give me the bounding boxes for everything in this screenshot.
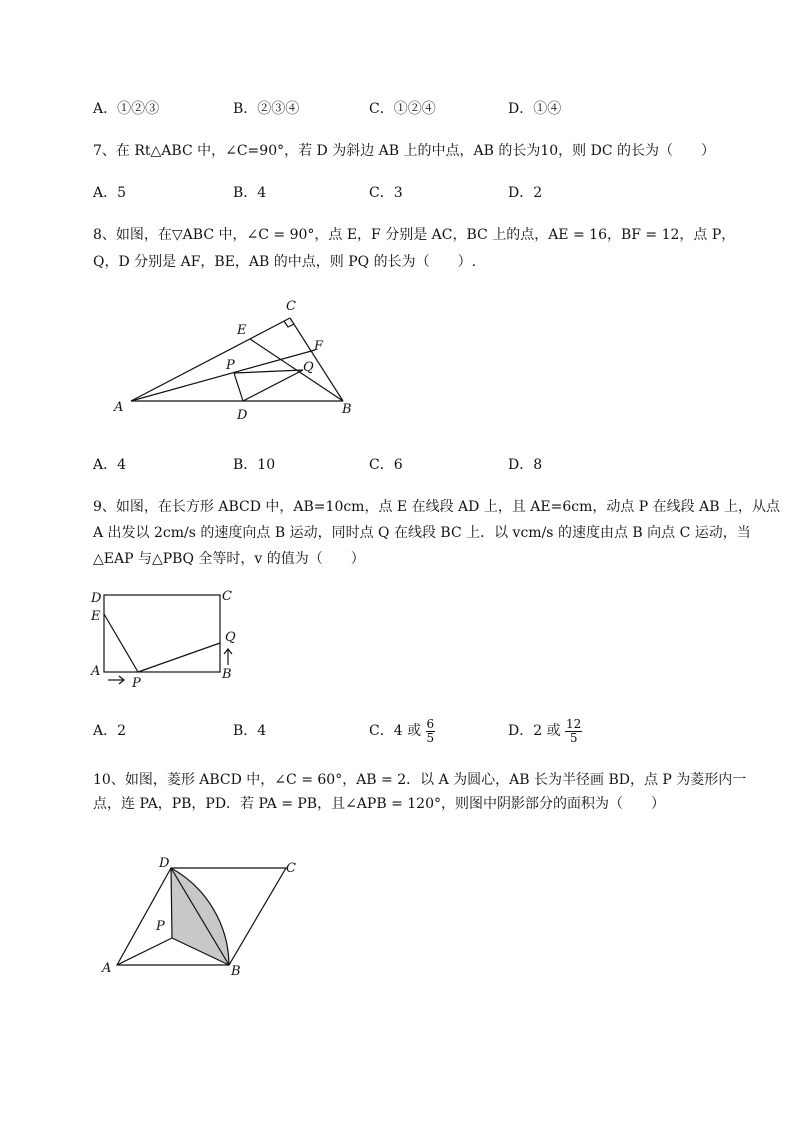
- q10-stem-line2: 点，连 PA，PB，PD．若 PA = PB，且∠APB = 120°，则图中阴影部分的面积为（ ）: [93, 796, 665, 812]
- q9-option-c: [369, 714, 435, 748]
- q8-options: [93, 453, 733, 477]
- q9-option-c-prefix: C．4 或: [369, 723, 422, 739]
- q9-option-d-denominator: 5: [569, 730, 578, 745]
- q9-option-c-fraction: [426, 718, 436, 745]
- q9-label-b: B: [222, 667, 232, 682]
- q9-option-d-fraction: [565, 718, 582, 745]
- q7-option-c: C．3: [369, 185, 403, 201]
- q9-segment-ep: [104, 614, 138, 672]
- q10-label-a: A: [102, 961, 112, 976]
- q9-rectangle-abcd: [104, 595, 220, 672]
- q8-segment-pd: [234, 373, 243, 401]
- q9-figure: [86, 585, 246, 690]
- q6-option-d: D．①④: [508, 101, 562, 117]
- q9-segment-pq: [138, 643, 220, 672]
- q10-label-b: B: [231, 964, 241, 979]
- q10-stem-line1: 10、如图，菱形 ABCD 中，∠C = 60°，AB = 2．以 A 为圆心，AB 长为半径画 BD，点 P 为菱形内一: [93, 772, 747, 788]
- q8-label-q: Q: [303, 360, 314, 375]
- q8-stem-line2: Q，D 分别是 AF，BE，AB 的中点，则 PQ 的长为（ ）.: [93, 254, 477, 270]
- q10-label-d: D: [159, 856, 170, 871]
- q9-option-c-denominator: 5: [426, 730, 435, 745]
- q10-segment-pa: [117, 938, 172, 965]
- q9-label-a: A: [91, 664, 101, 679]
- q8-segment-qd: [243, 370, 303, 401]
- q8-label-f: F: [314, 339, 324, 354]
- q8-label-e: E: [237, 323, 247, 338]
- q7-stem: 7、在 Rt△ABC 中，∠C=90°，若 D 为斜边 AB 上的中点，AB 的长为10，则 DC 的长为（ ）: [93, 143, 716, 159]
- q9-option-a: A．2: [93, 723, 127, 739]
- q10-figure: [100, 850, 310, 980]
- q9-option-b: B．4: [233, 723, 267, 739]
- q9-label-d: D: [91, 591, 102, 606]
- q8-segment-af: [131, 350, 315, 401]
- q7-option-d: D．2: [508, 185, 543, 201]
- q9-stem-line3: △EAP 与△PBQ 全等时，v 的值为（ ）: [93, 551, 365, 567]
- q9-stem-line2: A 出发以 2cm/s 的速度向点 B 运动，同时点 Q 在线段 BC 上．以 vcm/s 的速度由点 B 向点 C 运动，当: [93, 525, 751, 541]
- q6-option-b: B．②③④: [233, 101, 300, 117]
- q9-label-q: Q: [225, 630, 236, 645]
- q9-option-d-numerator: 12: [566, 716, 582, 731]
- q8-label-p: P: [226, 358, 235, 373]
- q10-label-p: P: [156, 919, 165, 934]
- q9-options: [93, 714, 733, 748]
- q8-option-d: D．8: [508, 457, 543, 473]
- q10-label-c: C: [286, 861, 296, 876]
- q6-option-a: A．①②③: [93, 101, 160, 117]
- q7-option-b: B．4: [233, 185, 267, 201]
- q9-label-c: C: [222, 589, 232, 604]
- q9-label-p: P: [132, 676, 141, 690]
- q7-options: [93, 181, 733, 205]
- q7-option-a: A．5: [93, 185, 127, 201]
- q8-figure: [110, 295, 360, 425]
- q8-segment-cb: [290, 318, 343, 401]
- q8-label-a: A: [114, 400, 124, 415]
- q8-segment-pq: [234, 370, 303, 373]
- q9-option-d-prefix: D．2 或: [508, 723, 561, 739]
- q8-option-a: A．4: [93, 457, 127, 473]
- q8-option-b: B．10: [233, 457, 276, 473]
- q9-option-c-numerator: 6: [426, 716, 435, 731]
- q9-stem-line1: 9、如图，在长方形 ABCD 中，AB=10cm，点 E 在线段 AD 上，且 AE=6cm，动点 P 在线段 AB 上，从点: [93, 499, 780, 515]
- q8-option-c: C．6: [369, 457, 403, 473]
- q8-stem-line1: 8、如图，在▽ABC 中，∠C = 90°，点 E，F 分别是 AC，BC 上的点，AE = 16，BF = 12，点 P，: [93, 227, 736, 243]
- q8-label-c: C: [286, 299, 296, 314]
- q8-label-d: D: [237, 408, 248, 423]
- q6-options: [93, 97, 733, 121]
- q8-label-b: B: [342, 402, 352, 417]
- q6-option-c: C．①②④: [369, 101, 436, 117]
- q9-option-d: [508, 714, 582, 748]
- q9-label-e: E: [91, 609, 101, 624]
